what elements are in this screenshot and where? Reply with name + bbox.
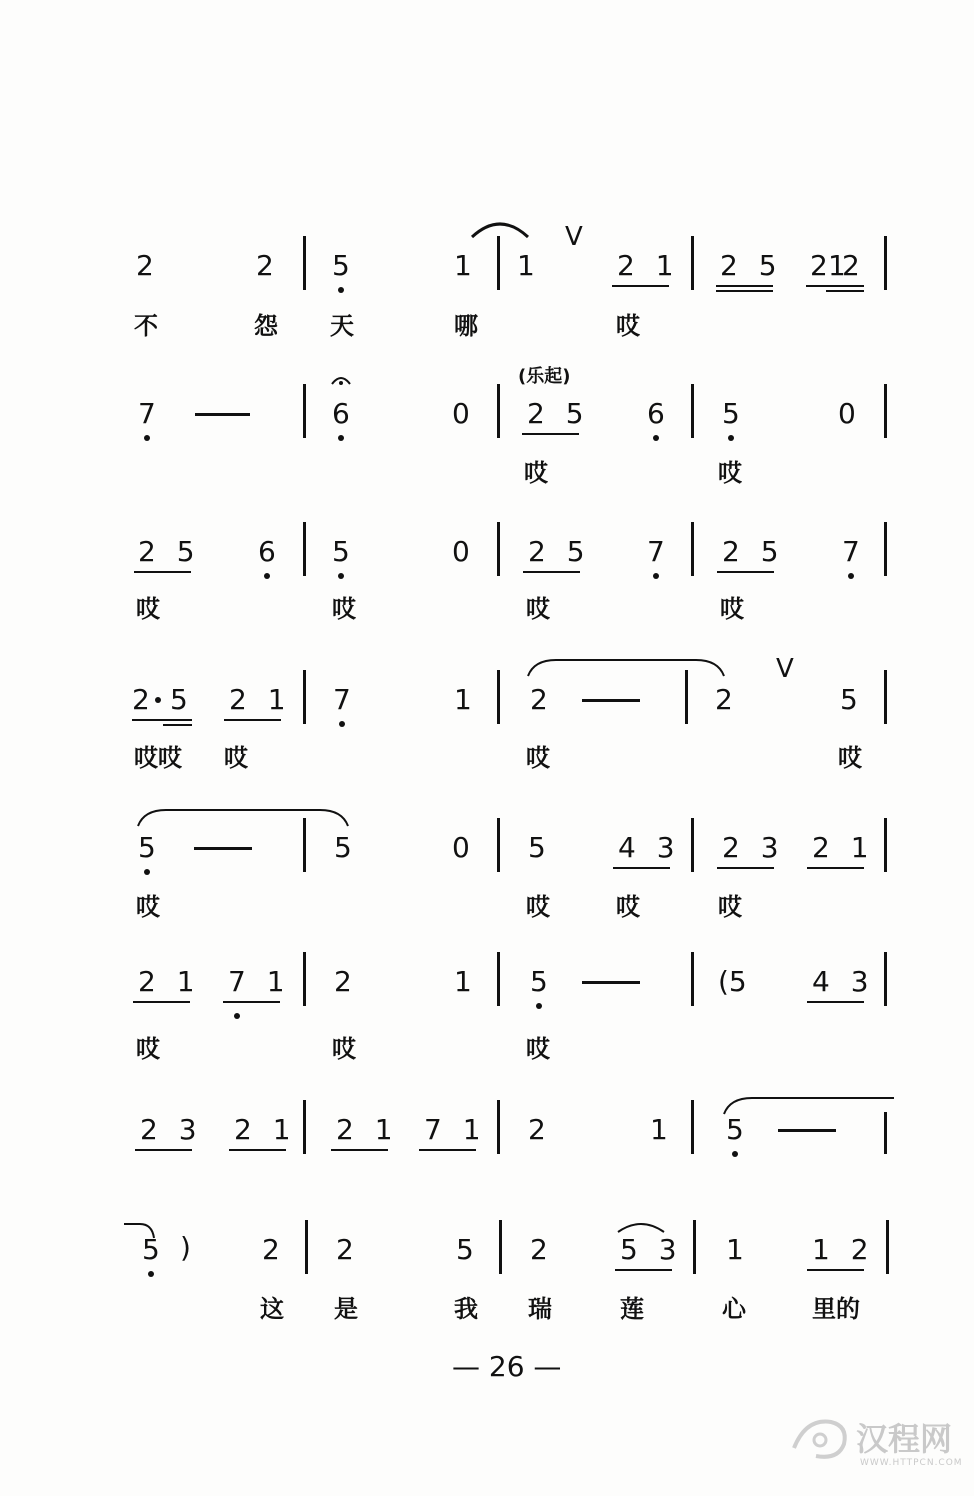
lyric: 哎 bbox=[224, 743, 248, 772]
tie-slur bbox=[470, 217, 530, 239]
note: 5 bbox=[840, 683, 858, 716]
note: 0 bbox=[452, 397, 470, 430]
lyric: 哎 bbox=[526, 594, 550, 623]
barline bbox=[303, 384, 306, 438]
note: 2 bbox=[262, 1233, 280, 1266]
underline bbox=[133, 1001, 190, 1003]
barline bbox=[303, 522, 306, 576]
watermark-logo-icon bbox=[786, 1408, 856, 1468]
note-group: 2 1 bbox=[229, 683, 292, 716]
note: 5 bbox=[334, 831, 352, 864]
barline bbox=[685, 670, 688, 724]
underline bbox=[523, 571, 580, 573]
barline bbox=[691, 236, 694, 290]
note: 2 bbox=[528, 1113, 546, 1146]
low-octave-dot bbox=[338, 287, 344, 293]
breath-mark: V bbox=[565, 222, 583, 252]
note-group: 2 1 bbox=[617, 249, 680, 282]
lyric: 心 bbox=[722, 1294, 746, 1323]
note: 1 bbox=[517, 249, 535, 282]
note: 6 bbox=[647, 397, 665, 430]
underline bbox=[826, 290, 864, 292]
barline bbox=[884, 384, 887, 438]
lyric: 瑞 bbox=[528, 1294, 552, 1323]
underline bbox=[807, 1001, 864, 1003]
lyric: 哎 bbox=[332, 1034, 356, 1063]
note: 7 bbox=[842, 535, 860, 568]
note: 5 bbox=[138, 831, 156, 864]
note: 5 bbox=[456, 1233, 474, 1266]
barline bbox=[303, 670, 306, 724]
lyric: 哎 bbox=[616, 892, 640, 921]
low-octave-dot bbox=[653, 435, 659, 441]
note-group: 2 3 bbox=[722, 831, 785, 864]
low-octave-dot bbox=[848, 573, 854, 579]
lyric: 哎 bbox=[524, 458, 548, 487]
note-group: 4 3 bbox=[812, 965, 875, 998]
lyric: 我 bbox=[454, 1294, 478, 1323]
underline bbox=[223, 1001, 280, 1003]
barline bbox=[497, 670, 500, 724]
extension-dash bbox=[195, 413, 250, 416]
underline bbox=[717, 867, 774, 869]
barline bbox=[497, 522, 500, 576]
barline bbox=[305, 1220, 308, 1274]
note: 2 bbox=[334, 965, 352, 998]
note-group: 2 1 bbox=[138, 965, 201, 998]
underline bbox=[807, 1269, 864, 1271]
barline bbox=[884, 1112, 887, 1154]
note-group: 5 3 bbox=[620, 1233, 683, 1266]
underline bbox=[612, 285, 669, 287]
note: 0 bbox=[838, 397, 856, 430]
note: 2 bbox=[842, 249, 860, 282]
barline bbox=[303, 1100, 306, 1154]
note: 1 bbox=[454, 965, 472, 998]
low-octave-dot bbox=[653, 573, 659, 579]
lyric: 哎 bbox=[718, 892, 742, 921]
lyric: 怨 bbox=[254, 311, 278, 340]
low-octave-dot bbox=[264, 573, 270, 579]
underline bbox=[806, 285, 864, 287]
note: 7 bbox=[138, 397, 156, 430]
low-octave-dot bbox=[536, 1003, 542, 1009]
note: 0 bbox=[452, 535, 470, 568]
lyric: 哎 bbox=[720, 594, 744, 623]
barline bbox=[691, 1100, 694, 1154]
lyric: 不 bbox=[134, 311, 158, 340]
barline bbox=[884, 522, 887, 576]
note: 5 bbox=[332, 535, 350, 568]
lyric: 哎 bbox=[332, 594, 356, 623]
underline bbox=[132, 719, 192, 721]
barline bbox=[886, 1220, 889, 1274]
note: 5 bbox=[530, 965, 548, 998]
barline bbox=[497, 236, 500, 290]
note-group: 2 5 bbox=[138, 535, 201, 568]
low-octave-dot bbox=[728, 435, 734, 441]
barline bbox=[497, 952, 500, 1006]
barline bbox=[497, 1100, 500, 1154]
note: 5 bbox=[722, 397, 740, 430]
note-group: 1 2 bbox=[812, 1233, 875, 1266]
note: 6 bbox=[332, 397, 350, 430]
extension-dash bbox=[582, 699, 640, 702]
page-number: — 26 — bbox=[452, 1350, 562, 1383]
extension-dash bbox=[778, 1129, 836, 1132]
low-octave-dot bbox=[144, 435, 150, 441]
note: 1 bbox=[828, 249, 846, 282]
underline bbox=[615, 1269, 672, 1271]
note-group: 2 5 bbox=[720, 249, 783, 282]
note: 2 bbox=[336, 1233, 354, 1266]
note: 5 bbox=[726, 1113, 744, 1146]
note-group: 2 1 bbox=[336, 1113, 399, 1146]
barline bbox=[691, 384, 694, 438]
note: 2 bbox=[132, 683, 150, 716]
barline bbox=[303, 952, 306, 1006]
lyric: 哎 bbox=[526, 1034, 550, 1063]
low-octave-dot bbox=[144, 869, 150, 875]
lyric: 哎 bbox=[526, 743, 550, 772]
note: 2 bbox=[136, 249, 154, 282]
note: 7 bbox=[647, 535, 665, 568]
lyric: 这 bbox=[260, 1294, 284, 1323]
underline bbox=[717, 571, 774, 573]
lyric: 哪 bbox=[454, 311, 478, 340]
extension-dash bbox=[582, 981, 640, 984]
low-octave-dot bbox=[339, 721, 345, 727]
barline bbox=[884, 670, 887, 724]
note-group: 2 5 bbox=[527, 397, 590, 430]
note-group: 2 1 bbox=[234, 1113, 297, 1146]
underline bbox=[716, 290, 773, 292]
underline bbox=[716, 285, 773, 287]
note: 1 bbox=[454, 683, 472, 716]
underline bbox=[134, 571, 191, 573]
lyric: 哎 bbox=[718, 458, 742, 487]
watermark-url: WWW.HTTPCN.COM bbox=[860, 1458, 963, 1468]
lyric: 里的 bbox=[812, 1294, 860, 1323]
barline bbox=[691, 818, 694, 872]
note: 0 bbox=[452, 831, 470, 864]
note: 2 bbox=[810, 249, 828, 282]
low-octave-dot bbox=[732, 1151, 738, 1157]
underline bbox=[807, 867, 864, 869]
low-octave-dot bbox=[338, 435, 344, 441]
barline bbox=[497, 818, 500, 872]
note-group: 4 3 bbox=[618, 831, 681, 864]
dot-rhythm bbox=[155, 697, 161, 703]
lyric: 哎 bbox=[136, 1034, 160, 1063]
note: 2 bbox=[715, 683, 733, 716]
fermata-icon bbox=[330, 374, 352, 386]
annotation-label: (乐起) bbox=[518, 366, 571, 387]
barline bbox=[499, 1220, 502, 1274]
note: 2 bbox=[256, 249, 274, 282]
close-paren: ) bbox=[180, 1231, 191, 1264]
tie-slur bbox=[722, 1094, 894, 1116]
extension-dash bbox=[194, 847, 252, 850]
note: 1 bbox=[726, 1233, 744, 1266]
note: 5 bbox=[332, 249, 350, 282]
underline bbox=[613, 867, 670, 869]
tie-slur bbox=[616, 1220, 666, 1234]
underline bbox=[229, 1149, 286, 1151]
underline bbox=[419, 1149, 476, 1151]
lyric: 哎哎 bbox=[134, 743, 182, 772]
note: 1 bbox=[650, 1113, 668, 1146]
note: 2 bbox=[530, 683, 548, 716]
note: 5 bbox=[170, 683, 188, 716]
note: (5 bbox=[718, 965, 747, 998]
lyric: 天 bbox=[330, 311, 354, 340]
underline bbox=[224, 719, 281, 721]
note-group: 2 5 bbox=[722, 535, 785, 568]
tie-slur bbox=[526, 656, 726, 678]
lyric: 哎 bbox=[526, 892, 550, 921]
note: 5 bbox=[528, 831, 546, 864]
note: 5 bbox=[142, 1233, 160, 1266]
note-group: 2 1 bbox=[812, 831, 875, 864]
barline bbox=[693, 1220, 696, 1274]
barline bbox=[884, 952, 887, 1006]
low-octave-dot bbox=[338, 573, 344, 579]
tie-slur bbox=[136, 806, 350, 828]
note: 6 bbox=[258, 535, 276, 568]
underline bbox=[522, 433, 579, 435]
lyric: 哎 bbox=[136, 892, 160, 921]
underline bbox=[163, 724, 192, 726]
note: 1 bbox=[454, 249, 472, 282]
lyric: 哎 bbox=[136, 594, 160, 623]
watermark-name: 汉程网 bbox=[856, 1420, 953, 1458]
note-group: 2 5 bbox=[528, 535, 591, 568]
note-group: 7 1 bbox=[228, 965, 291, 998]
note-group: 2 3 bbox=[140, 1113, 203, 1146]
note: 7 bbox=[333, 683, 351, 716]
barline bbox=[691, 522, 694, 576]
barline bbox=[884, 818, 887, 872]
breath-mark: V bbox=[776, 654, 794, 684]
lyric: 哎 bbox=[838, 743, 862, 772]
barline bbox=[303, 818, 306, 872]
lyric: 是 bbox=[334, 1294, 358, 1323]
barline bbox=[884, 236, 887, 290]
lyric: 哎 bbox=[616, 311, 640, 340]
low-octave-dot bbox=[234, 1013, 240, 1019]
underline bbox=[135, 1149, 192, 1151]
note: 2 bbox=[530, 1233, 548, 1266]
low-octave-dot bbox=[148, 1271, 154, 1277]
barline bbox=[303, 236, 306, 290]
note-group: 7 1 bbox=[424, 1113, 487, 1146]
barline bbox=[497, 384, 500, 438]
lyric: 莲 bbox=[620, 1294, 644, 1323]
barline bbox=[691, 952, 694, 1006]
underline bbox=[331, 1149, 388, 1151]
